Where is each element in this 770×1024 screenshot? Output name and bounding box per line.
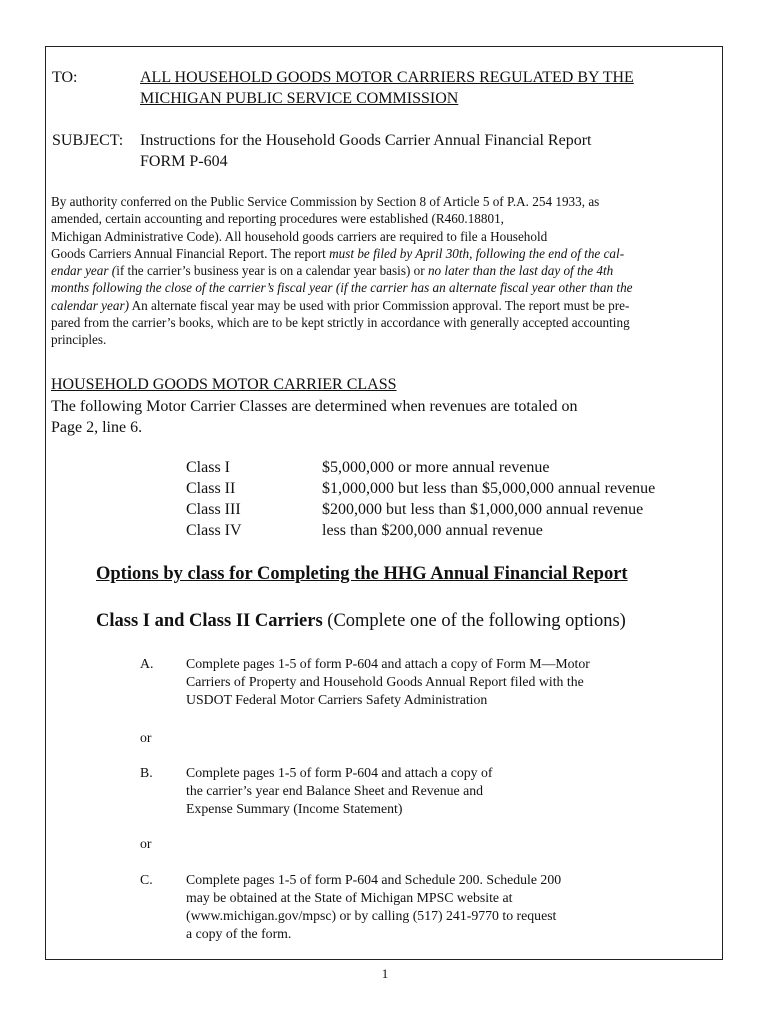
option-line: Carriers of Property and Household Goods Annual Report filed with the [186,674,584,689]
authority-paragraph [51,193,721,349]
class-revenue: less than $200,000 annual revenue [322,522,543,539]
paragraph-line: Michigan Administrative Code). All household goods carriers are required to file a Household [51,228,548,244]
option-line: Expense Summary (Income Statement) [186,801,403,816]
options-title: Options by class for Completing the HHG Annual Financial Report [96,564,628,584]
class-name: Class IV [186,522,242,539]
paragraph-line [51,297,721,314]
option-line: Complete pages 1-5 of form P-604 and Schedule 200. Schedule 200 [186,872,562,887]
carriers-title-note: (Complete one of the following options) [322,611,626,631]
option-a-letter: A. [140,656,154,671]
or-separator: or [140,730,152,745]
class-name: Class II [186,480,236,497]
class-row [186,457,655,478]
subject-line-2: FORM P-604 [140,153,228,170]
option-line: USDOT Federal Motor Carriers Safety Administration [186,692,488,707]
option-line: may be obtained at the State of Michigan MPSC website at [186,890,513,905]
or-separator: or [140,836,152,851]
class-name: Class III [186,501,241,518]
class-revenue: $1,000,000 but less than $5,000,000 annual revenue [322,480,656,497]
page-number: 1 [381,966,389,981]
carrier-class-intro-line-2: Page 2, line 6. [51,419,143,436]
subject-line-1: Instructions for the Household Goods Carrier Annual Financial Report [140,132,592,149]
option-line: the carrier’s year end Balance Sheet and Revenue and [186,783,484,798]
paragraph-line [51,245,721,262]
paragraph-line: months following the close of the carrier’s fiscal year (if the carrier has an alternate fiscal year other than the [51,280,633,296]
to-label: TO: [52,69,78,86]
option-a-text [186,655,590,709]
paragraph-line: pared from the carrier’s books, which are to be kept strictly in accordance with generally accepted accounting [51,315,630,331]
class-name: Class I [186,459,230,476]
carrier-class-table [186,457,655,541]
to-recipient-line-2: MICHIGAN PUBLIC SERVICE COMMISSION [140,90,459,107]
paragraph-line [51,262,721,279]
paragraph-line: amended, certain accounting and reporting procedures were established (R460.18801, [51,211,504,227]
carriers-title [96,609,626,633]
option-c-text [186,871,561,943]
option-b-letter: B. [140,765,153,780]
option-line: Complete pages 1-5 of form P-604 and attach a copy of [186,765,493,780]
class-row [186,520,655,541]
class-revenue: $200,000 but less than $1,000,000 annual revenue [322,501,644,518]
option-line: (www.michigan.gov/mpsc) or by calling (517) 241-9770 to request [186,908,557,923]
paragraph-line: principles. [51,332,107,348]
option-b-text [186,764,493,818]
option-c-letter: C. [140,872,153,887]
paragraph-text: An alternate fiscal year may be used with prior Commission approval. The report must be pre- [129,297,630,313]
to-recipient-line-1: ALL HOUSEHOLD GOODS MOTOR CARRIERS REGULATED BY THE [140,69,634,86]
carrier-class-heading: HOUSEHOLD GOODS MOTOR CARRIER CLASS [51,376,397,393]
class-row [186,478,655,499]
subject-label: SUBJECT: [52,132,124,149]
option-line: Complete pages 1-5 of form P-604 and attach a copy of Form M—Motor [186,656,590,671]
option-line: a copy of the form. [186,926,292,941]
paragraph-text: Goods Carriers Annual Financial Report. The report [51,245,330,261]
filing-deadline-emphasis: must be filed by April 30th, following the end of the cal- [329,245,625,261]
paragraph-text: if the carrier’s business year is on a calendar year basis) or [116,263,428,279]
class-row [186,499,655,520]
paragraph-line: By authority conferred on the Public Service Commission by Section 8 of Article 5 of P.A. 254 1933, as [51,194,600,209]
fiscal-deadline-emphasis: calendar year) [51,297,129,313]
carriers-title-bold: Class I and Class II Carriers [96,611,323,631]
carrier-class-intro-line-1: The following Motor Carrier Classes are determined when revenues are totaled on [51,398,578,415]
filing-deadline-emphasis: endar year ( [51,263,117,279]
class-revenue: $5,000,000 or more annual revenue [322,459,550,476]
fiscal-deadline-emphasis: no later than the last day of the 4th [427,263,614,279]
